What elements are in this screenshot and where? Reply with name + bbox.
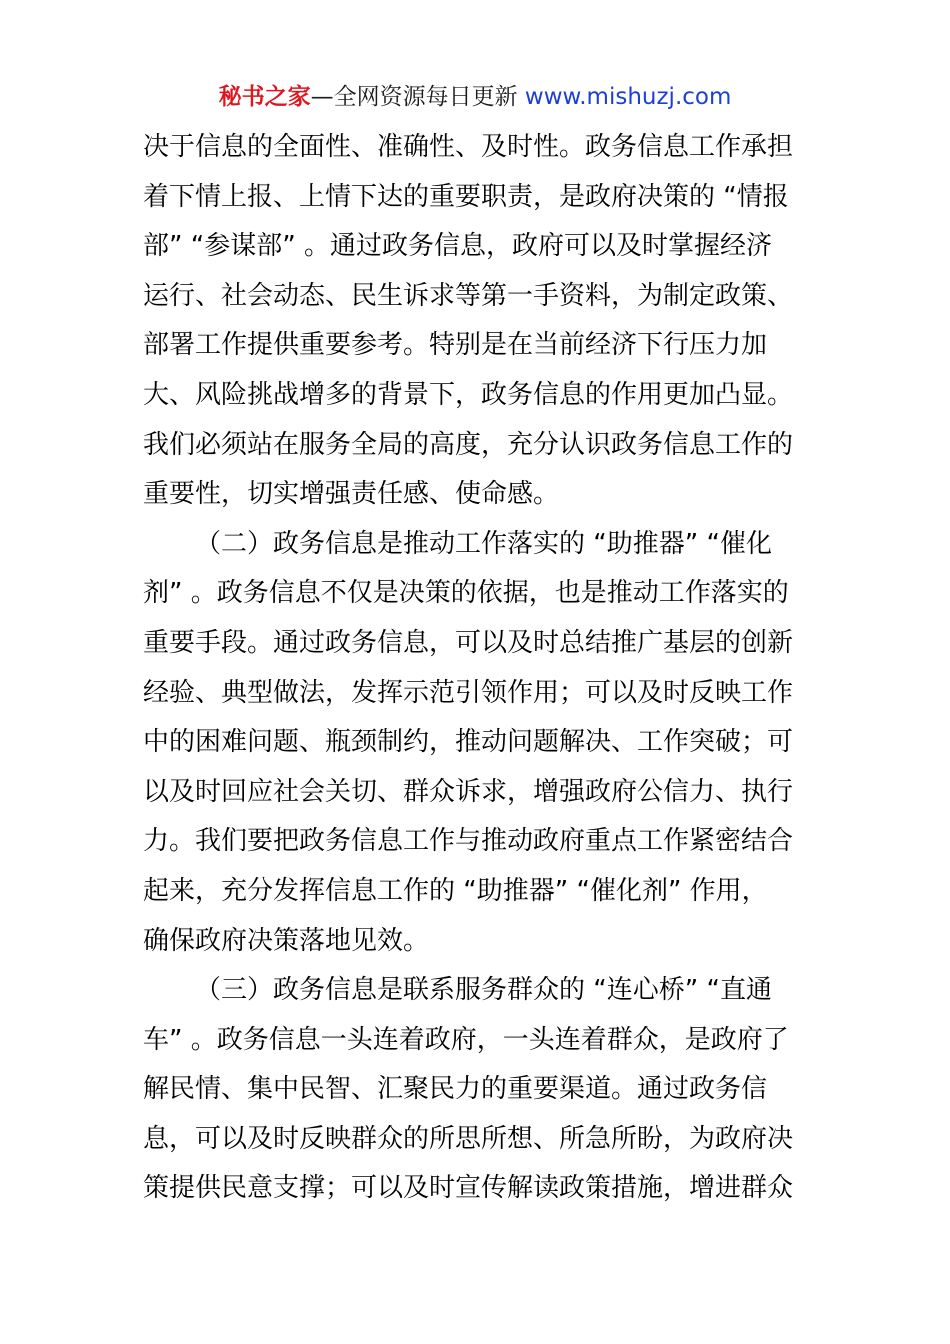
site-url-link[interactable]: www.mishuzj.com [524,84,732,110]
text-line: 解民情、集中民智、汇聚民力的重要渠道。通过政务信 [143,1074,768,1105]
text-line: 决于信息的全面性、准确性、及时性。政务信息工作承担 [143,132,794,162]
site-tagline: —全网资源每日更新 [310,84,518,110]
paragraph-heading-2: （二）政务信息是推动工作落实的 “助推器” “催化 [195,528,772,559]
text-line: 息，可以及时反映群众的所思所想、所急所盼，为政府决 [143,1123,794,1154]
document-body [143,123,809,1214]
text-line: 部署工作提供重要参考。特别是在当前经济下行压力加 [143,330,768,361]
text-line: 起来，充分发挥信息工作的 “助推器” “催化剂” 作用， [143,875,768,906]
text-line: 确保政府决策落地见效。 [143,925,430,956]
text-line: 中的困难问题、瓶颈制约，推动问题解决、工作突破；可 [143,727,794,758]
text-line: 部” “参谋部” 。通过政务信息，政府可以及时掌握经济 [143,231,772,262]
text-line: 剂” 。政务信息不仅是决策的依据，也是推动工作落实的 [143,578,789,609]
text-line: 策提供民意支撑；可以及时宣传解读政策措施，增进群众 [143,1173,794,1204]
text-line: 重要手段。通过政务信息，可以及时总结推广基层的创新 [143,627,794,658]
text-line: 以及时回应社会关切、群众诉求，增强政府公信力、执行 [143,776,794,807]
text-line: 大、风险挑战增多的背景下，政务信息的作用更加凸显。 [143,379,794,410]
text-line: 车” 。政务信息一头连着政府，一头连着群众，是政府了 [143,1024,789,1055]
paragraph-heading-3: （三）政务信息是联系服务群众的 “连心桥” “直通 [195,975,772,1006]
text-line: 着下情上报、上情下达的重要职责，是政府决策的 “情报 [143,181,789,212]
text-line: 运行、社会动态、民生诉求等第一手资料，为制定政策、 [143,280,794,311]
text-line: 我们必须站在服务全局的高度，充分认识政务信息工作的 [143,429,794,460]
text-line: 重要性，切实增强责任感、使命感。 [143,479,560,510]
site-name: 秘书之家 [218,84,311,110]
text-line: 力。我们要把政务信息工作与推动政府重点工作紧密结合 [143,826,794,857]
page-header [0,80,950,114]
text-line: 经验、典型做法，发挥示范引领作用；可以及时反映工作 [143,677,794,708]
